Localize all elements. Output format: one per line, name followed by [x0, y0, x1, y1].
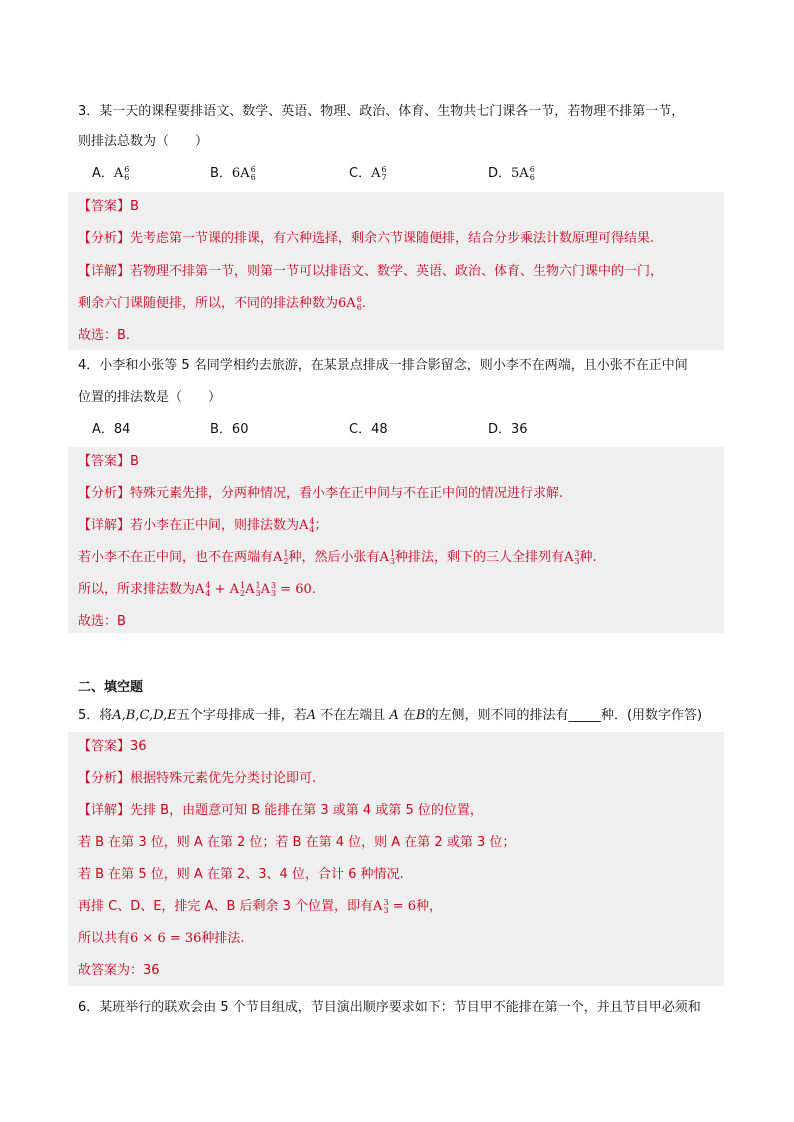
- q3-stem-line2: 则排法总数为（ ）: [78, 134, 209, 149]
- q5-analysis: 【分析】根据特殊元素优先分类讨论即可.: [78, 771, 317, 786]
- q3-detail-line2: 剩余六门课随便排，所以，不同的排法种数为6A 6 6 .: [78, 294, 366, 312]
- q4-detail-line1: 【详解】若小李在正中间，则排法数为A 4 4 ；: [78, 516, 328, 534]
- q4-conclusion: 故选：B: [78, 614, 126, 629]
- q3-stem-line1: 3．某一天的课程要排语文、数学、英语、物理、政治、体育、生物共七门课各一节，若物理不排第一节，: [78, 104, 685, 119]
- q4-stem-line2: 位置的排法数是（ ）: [78, 390, 222, 405]
- q4-option-c[interactable]: C．48: [349, 422, 388, 437]
- q5-detail-line5: 所以共有6 × 6 = 36种排法.: [78, 931, 245, 946]
- q6-stem-line1: 6．某班举行的联欢会由 5 个节目组成，节目演出顺序要求如下：节目甲不能排在第一个，并且节目甲必须和: [78, 1000, 701, 1015]
- q4-option-a[interactable]: A．84: [92, 422, 131, 437]
- q5-detail-line3: 若 B 在第 5 位，则 A 在第 2、3、4 位，合计 6 种情况.: [78, 867, 404, 882]
- q5-conclusion: 故答案为：36: [78, 963, 160, 978]
- q4-stem-line1: 4．小李和小张等 5 名同学相约去旅游，在某景点排成一排合影留念，则小李不在两端，且小张不在正中间: [78, 358, 688, 373]
- section-title-fill-blank: 二、填空题: [78, 680, 144, 695]
- q4-option-d[interactable]: D．36: [488, 422, 528, 437]
- q3-analysis: 【分析】先考虑第一节课的排课，有六种选择，剩余六节课随便排，结合分步乘法计数原理可得结果.: [78, 231, 655, 246]
- q3-answer: 【答案】B: [78, 199, 139, 214]
- q5-detail-line1: 【详解】先排 B，由题意可知 B 能排在第 3 或第 4 或第 5 位的位置，: [78, 803, 483, 818]
- q4-answer: 【答案】B: [78, 454, 139, 469]
- q4-analysis: 【分析】特殊元素先排，分两种情况，看小李在正中间与不在正中间的情况进行求解.: [78, 486, 564, 501]
- q5-answer: 【答案】36: [78, 739, 147, 754]
- q5-detail-line2: 若 B 在第 3 位，则 A 在第 2 位；若 B 在第 4 位，则 A 在第 2 或第 3 位；: [78, 835, 516, 850]
- q4-solution-box: [68, 447, 724, 633]
- q3-option-a[interactable]: A．A 6 6: [92, 164, 130, 182]
- q3-option-b[interactable]: B．6A 6 6: [210, 164, 256, 182]
- q4-detail-line3: 所以，所求排法数为A 4 4 + A 1 2 A 1 3 A 3 3 = 60.: [78, 580, 316, 598]
- q4-detail-line2: 若小李不在正中间，也不在两端有A 1 2 种，然后小张有A 1 3 种排法，剩下的三人全排列有A 3 3 种.: [78, 548, 597, 566]
- q4-options: [92, 420, 732, 440]
- q3-options: [92, 164, 732, 184]
- q3-conclusion: 故选：B.: [78, 328, 131, 343]
- q3-option-d[interactable]: D．5A 6 6: [488, 164, 535, 182]
- q3-detail-line1: 【详解】若物理不排第一节，则第一节可以排语文、数学、英语、政治、体育、生物六门课中的一门，: [78, 264, 664, 279]
- q4-option-b[interactable]: B．60: [210, 422, 249, 437]
- q3-option-c[interactable]: C．A 6 7: [349, 164, 387, 182]
- q5-stem: 5．将A,B,C,D,E五个字母排成一排，若A 不在左端且 A 在B的左侧，则不同的排法有_____种．(用数字作答): [78, 708, 703, 723]
- q5-detail-line4: 再排 C、D、E，排完 A、B 后剩余 3 个位置，即有A 3 3 = 6种，: [78, 897, 442, 915]
